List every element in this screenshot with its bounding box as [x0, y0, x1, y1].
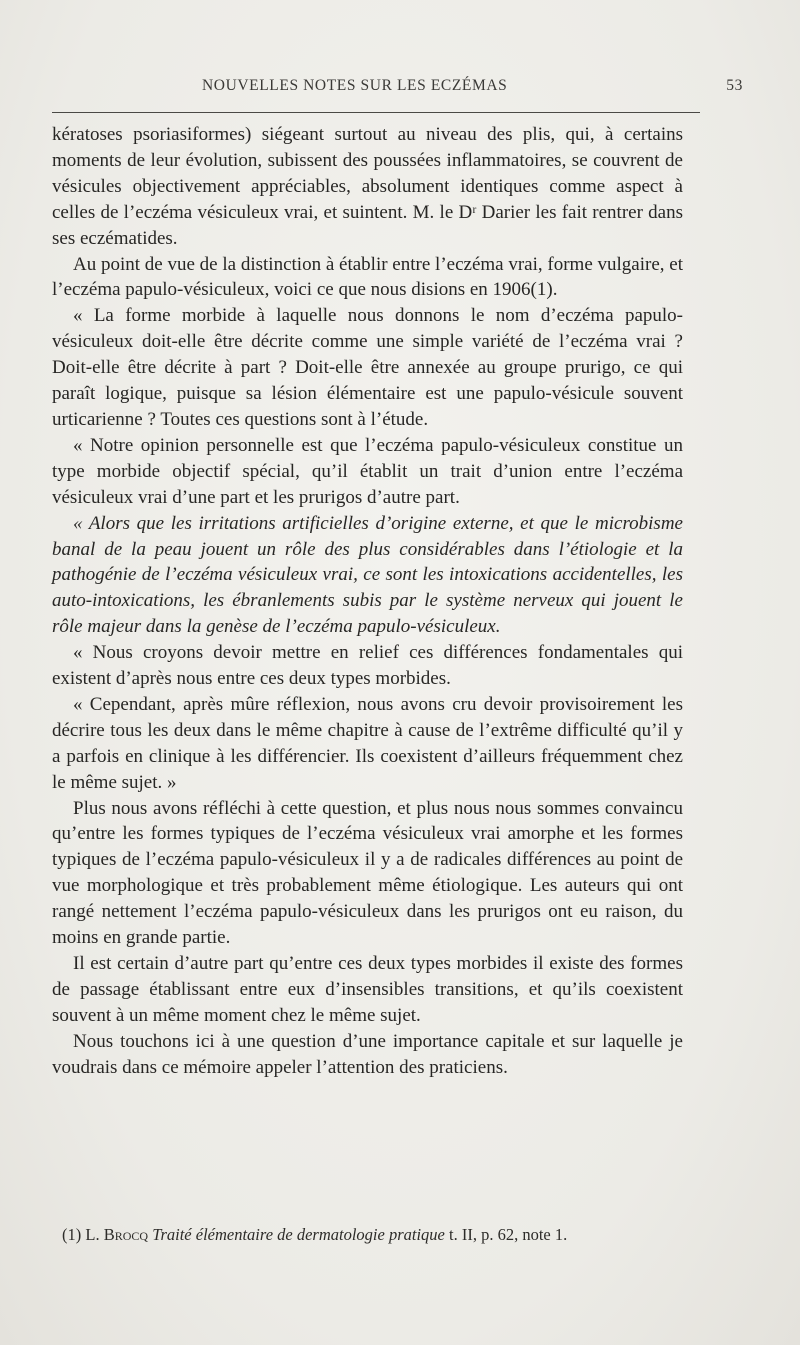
footnote-reference: t. II, p. 62, note 1. — [449, 1225, 568, 1244]
paragraph: « Cependant, après mûre réflexion, nous avons cru devoir provisoirement les décrire tous les deux dans le même chapitre à cause de l’extrême difficulté qu’il y a parfois en clinique à les différencier. Ils coexistent d’ailleurs fréquemment chez le même sujet. » — [52, 693, 683, 793]
footnote — [62, 1225, 682, 1245]
footnote-author: Brocq — [103, 1225, 149, 1244]
paragraph: Au point de vue de la distinction à établir entre l’eczéma vrai, forme vulgaire, et l’eczéma papulo-vésiculeux, voici ce que nous disions en 1906(1). — [52, 253, 683, 301]
footnote-book-title: Traité élémentaire de dermatologie pratique — [152, 1225, 445, 1244]
paragraph: kératoses psoriasiformes) siégeant surtout au niveau des plis, qui, à certains moments de leur évolution, subissent des poussées inflammatoires, se couvrent de vésicules objectivement appréciables, absolument identiques comme aspect à celles de l’eczéma vésiculeux vrai, et suintent. M. le Dʳ Darier les fait rentrer dans ses eczématides. — [52, 124, 683, 249]
paragraph: « La forme morbide à laquelle nous donnons le nom d’eczéma papulo-vésiculeux doit-elle être décrite comme une simple variété de l’eczéma vrai ? Doit-elle être décrite à part ? Doit-elle être annexée au groupe prurigo, ce qui paraît logique, puisque sa lésion élémentaire est une papulo-vésicule souvent urticarienne ? Toutes ces questions sont à l’étude. — [52, 305, 683, 430]
header-title: NOUVELLES NOTES SUR LES ECZÉMAS — [202, 77, 508, 94]
paragraph: Plus nous avons réfléchi à cette question, et plus nous nous sommes convaincu qu’entre les formes typiques de l’eczéma vésiculeux vrai amorphe et les formes typiques de l’eczéma papulo-vésiculeux il y a de radicales différences au point de vue morphologique et très probablement même étiologique. Les auteurs qui ont rangé nettement l’eczéma papulo-vésiculeux dans les prurigos ont eu raison, du moins en grande partie. — [52, 797, 683, 949]
footnote-marker: (1) L. — [62, 1225, 100, 1244]
paragraph: « Notre opinion personnelle est que l’eczéma papulo-vésiculeux constitue un type morbide objectif spécial, qu’il établit un trait d’union entre l’eczéma vésiculeux vrai d’une part et les prurigos d’autre part. — [52, 434, 683, 508]
header-rule — [52, 112, 700, 113]
paragraph: Nous touchons ici à une question d’une importance capitale et sur laquelle je voudrais dans ce mémoire appeler l’attention des praticiens. — [52, 1030, 683, 1078]
paragraph: « Nous croyons devoir mettre en relief ces différences fondamentales qui existent d’après nous entre ces deux types morbides. — [52, 642, 683, 690]
page-number: 53 — [726, 77, 743, 94]
body-text — [52, 122, 683, 1081]
paragraph-italic-quote: « Alors que les irritations artificielles d’origine externe, et que le microbisme banal de la peau jouent un rôle des plus considérables dans l’étiologie et la pathogénie de l’eczéma vésiculeux vrai, ce sont les intoxications accidentelles, les auto-intoxications, les ébranlements subis par le système nerveux qui jouent le rôle majeur dans la genèse de l’eczéma papulo-vésiculeux. — [52, 512, 683, 638]
paragraph: Il est certain d’autre part qu’entre ces deux types morbides il existe des formes de passage établissant entre eux d’insensibles transitions, et qu’ils coexistent souvent à un même moment chez le même sujet. — [52, 953, 683, 1026]
